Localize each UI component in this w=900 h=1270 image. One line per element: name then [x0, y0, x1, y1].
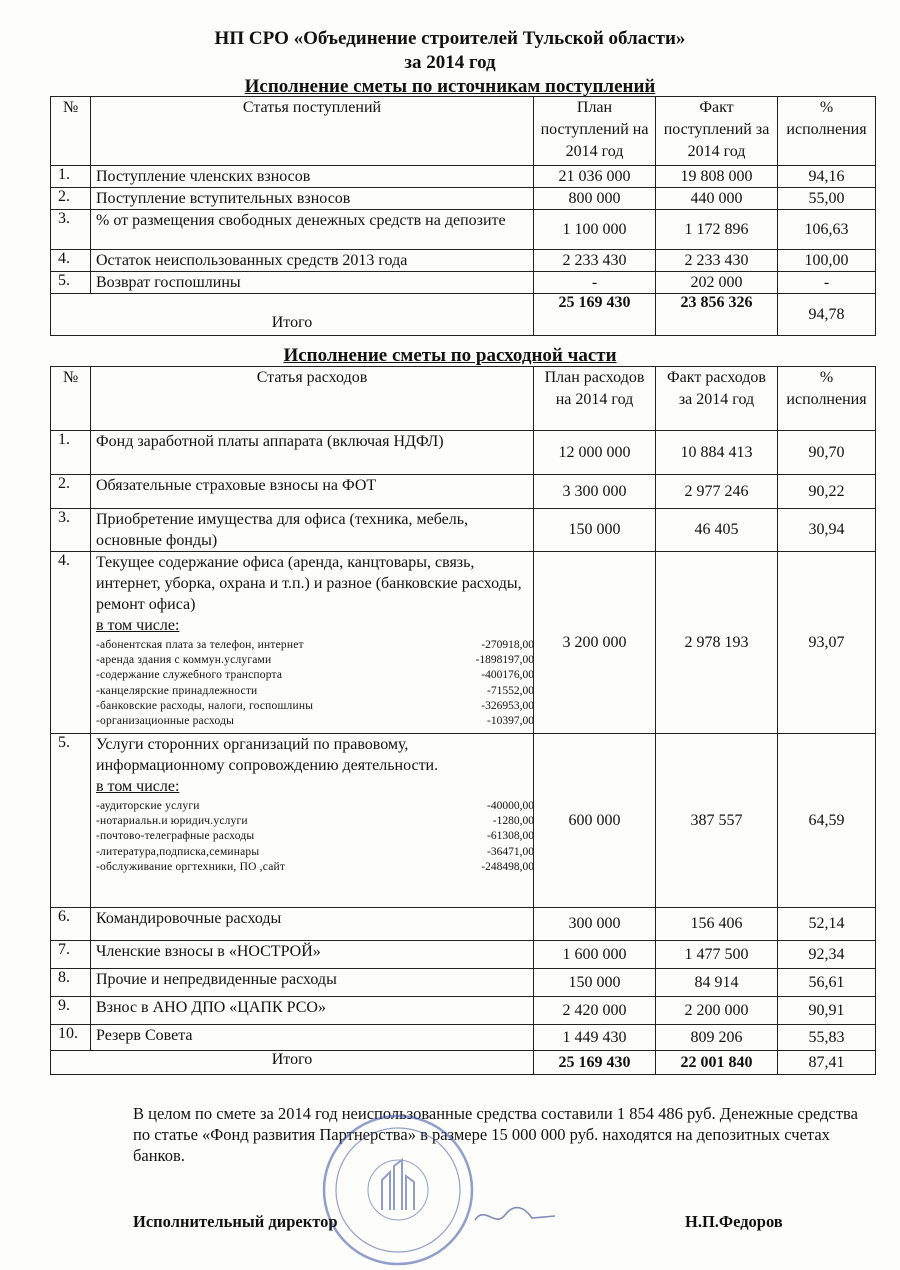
expense-row-plan: 300 000: [534, 908, 656, 941]
income-row-no: 2.: [51, 188, 91, 210]
income-row-name: Возврат госпошлины: [91, 272, 534, 294]
director-position: Исполнительный директор: [133, 1212, 338, 1231]
expense-row-name-cell: [91, 509, 534, 552]
footer-note: В целом по смете за 2014 год неиспользованные средства составили 1 854 486 руб. Денежные средства по статье «Фонд развития Партнерства» в размере 15 000 000 руб. находятся на депозитных счетах банков.: [133, 1104, 858, 1165]
breakdown-label: -нотариальн.и юридич.услуги: [96, 815, 248, 828]
income-row-pct: 100,00: [778, 250, 876, 272]
income-row-name: Поступление вступительных взносов: [91, 188, 534, 210]
breakdown-label: -аудиторские услуги: [96, 800, 200, 812]
breakdown-value: -1898197,00: [475, 654, 534, 667]
expense-row-no: 10.: [51, 1025, 91, 1051]
breakdown-item: [96, 699, 534, 714]
exp-col-plan-header: План расходов на 2014 год: [534, 367, 656, 431]
expense-row-name-cell: [91, 908, 534, 941]
expense-row-name-cell: [91, 552, 534, 734]
expense-row-name-cell: [91, 969, 534, 997]
col-fact-header: Факт поступлений за 2014 год: [656, 97, 778, 166]
col-plan-header: План поступлений на 2014 год: [534, 97, 656, 166]
income-row-fact: 202 000: [656, 272, 778, 294]
expense-row-fact: 46 405: [656, 509, 778, 552]
income-section-title: Исполнение сметы по источникам поступлений: [244, 76, 656, 97]
breakdown-value: -400176,00: [481, 669, 534, 682]
expense-row-name: Взнос в АНО ДПО «ЦАПК РСО»: [96, 999, 326, 1016]
expense-row-pct: 90,91: [778, 997, 876, 1025]
expense-row-name-cell: [91, 475, 534, 509]
income-row: [51, 210, 876, 250]
income-row-pct: 94,16: [778, 166, 876, 188]
stamp-seal: [318, 1110, 478, 1270]
income-row-plan: 1 100 000: [534, 210, 656, 250]
expense-row: [51, 734, 876, 908]
expense-total-row: [51, 1051, 876, 1075]
expense-row-fact: 809 206: [656, 1025, 778, 1051]
breakdown-value: -40000,00: [487, 800, 534, 812]
income-row-fact: 440 000: [656, 188, 778, 210]
expense-row-no: 3.: [51, 509, 91, 552]
income-row-plan: 21 036 000: [534, 166, 656, 188]
income-total-label: Итого: [51, 294, 534, 336]
breakdown-label: -литература,подписка,семинары: [96, 845, 260, 858]
expense-row-pct: 90,22: [778, 475, 876, 509]
income-row-pct: 106,63: [778, 210, 876, 250]
breakdown-value: -270918,00: [481, 639, 534, 651]
income-row-pct: -: [778, 272, 876, 294]
expense-row-name-cell: [91, 1025, 534, 1051]
expense-row-no: 5.: [51, 734, 91, 908]
income-row-pct: 55,00: [778, 188, 876, 210]
breakdown-value: -36471,00: [487, 845, 534, 858]
expense-body: [51, 431, 876, 1051]
expense-row-no: 4.: [51, 552, 91, 734]
expense-row-no: 9.: [51, 997, 91, 1025]
expense-row: [51, 941, 876, 969]
breakdown-item: [96, 799, 534, 814]
expense-section-title: Исполнение сметы по расходной части: [283, 345, 617, 366]
breakdown-label: -почтово-телеграфные расходы: [96, 830, 255, 843]
expense-row-pct: 30,94: [778, 509, 876, 552]
breakdown-value: -61308,00: [487, 830, 534, 843]
expense-row-name: Резерв Совета: [96, 1027, 193, 1044]
breakdown-item: [96, 668, 534, 683]
expense-total-fact: 22 001 840: [656, 1051, 778, 1075]
expense-row-name: Членские взносы в «НОСТРОЙ»: [96, 943, 321, 960]
expense-total-label: Итого: [51, 1051, 534, 1075]
income-row-fact: 1 172 896: [656, 210, 778, 250]
breakdown-item: [96, 829, 534, 844]
breakdown-item: [96, 684, 534, 699]
breakdown-label: -аренда здания с коммун.услугами: [96, 654, 272, 667]
expense-row-pct: 52,14: [778, 908, 876, 941]
expense-row-name: Услуги сторонних организаций по правовому, информационному сопровождению деятельности.: [96, 736, 439, 774]
expense-row-plan: 3 200 000: [534, 552, 656, 734]
breakdown-value: -248498,00: [481, 860, 534, 873]
income-body: [51, 166, 876, 294]
breakdown-label: -организационные расходы: [96, 715, 235, 728]
expense-row: [51, 475, 876, 509]
expense-row-fact: 387 557: [656, 734, 778, 908]
expense-row: [51, 997, 876, 1025]
income-header-row: [51, 97, 876, 166]
col-pct-header: % исполнения: [778, 97, 876, 166]
expense-row-name: Текущее содержание офиса (аренда, канцтовары, связь, интернет, уборка, охрана и т.п.) и разное (банковские расходы, ремонт офиса): [96, 554, 522, 613]
org-title: НП СРО «Объединение строителей Тульской области»: [214, 28, 686, 49]
exp-col-article-header: Статья расходов: [91, 367, 534, 431]
exp-col-pct-header: % исполнения: [778, 367, 876, 431]
expense-row-fact: 2 978 193: [656, 552, 778, 734]
expense-subtitle: в том числе:: [96, 778, 180, 795]
expense-row: [51, 509, 876, 552]
breakdown-value: -10397,00: [487, 715, 534, 728]
expense-row: [51, 552, 876, 734]
expense-total-plan: 25 169 430: [534, 1051, 656, 1075]
income-total-pct: 94,78: [778, 294, 876, 336]
breakdown-item: [96, 638, 534, 653]
expense-row-plan: 150 000: [534, 509, 656, 552]
expense-row: [51, 1025, 876, 1051]
income-row-no: 3.: [51, 210, 91, 250]
breakdown-label: -содержание служебного транспорта: [96, 669, 283, 682]
income-row-plan: 800 000: [534, 188, 656, 210]
expense-row-fact: 84 914: [656, 969, 778, 997]
expense-row-pct: 64,59: [778, 734, 876, 908]
expense-row-no: 6.: [51, 908, 91, 941]
breakdown-label: -обслуживание оргтехники, ПО ,сайт: [96, 860, 286, 873]
expense-row-name-cell: [91, 734, 534, 908]
expense-row-name: Фонд заработной платы аппарата (включая НДФЛ): [96, 433, 444, 450]
expense-breakdown-list: [96, 638, 534, 729]
expense-subtitle: в том числе:: [96, 617, 180, 634]
expense-row-name-cell: [91, 941, 534, 969]
expense-row-fact: 2 977 246: [656, 475, 778, 509]
expense-row-no: 1.: [51, 431, 91, 475]
income-row: [51, 166, 876, 188]
income-total-plan: 25 169 430: [534, 294, 656, 336]
income-row-name: Поступление членских взносов: [91, 166, 534, 188]
income-row-fact: 19 808 000: [656, 166, 778, 188]
income-table: [50, 96, 876, 336]
expense-row-plan: 3 300 000: [534, 475, 656, 509]
expense-breakdown-list: [96, 799, 534, 875]
expense-header-row: [51, 367, 876, 431]
breakdown-item: [96, 714, 534, 729]
breakdown-value: -1280,00: [492, 815, 534, 828]
breakdown-label: -канцелярские принадлежности: [96, 684, 258, 697]
expense-row-plan: 1 600 000: [534, 941, 656, 969]
expense-row: [51, 969, 876, 997]
expense-row-name: Приобретение имущества для офиса (техника, мебель, основные фонды): [96, 511, 469, 549]
breakdown-label: -абонентская плата за телефон, интернет: [96, 639, 304, 651]
expense-table: [50, 366, 876, 1075]
income-row-plan: -: [534, 272, 656, 294]
expense-row-name-cell: [91, 431, 534, 475]
income-row-no: 4.: [51, 250, 91, 272]
income-row: [51, 272, 876, 294]
income-row: [51, 188, 876, 210]
col-article-header: Статья поступлений: [91, 97, 534, 166]
expense-row-no: 7.: [51, 941, 91, 969]
expense-row: [51, 431, 876, 475]
expense-row-fact: 156 406: [656, 908, 778, 941]
exp-col-no-header: №: [51, 367, 91, 431]
breakdown-item: [96, 653, 534, 668]
income-row-name: Остаток неиспользованных средств 2013 года: [91, 250, 534, 272]
breakdown-item: [96, 860, 534, 875]
expense-row-plan: 12 000 000: [534, 431, 656, 475]
breakdown-item: [96, 845, 534, 860]
income-row-fact: 2 233 430: [656, 250, 778, 272]
director-name: Н.П.Федоров: [685, 1212, 783, 1231]
expense-row-name: Обязательные страховые взносы на ФОТ: [96, 477, 377, 494]
income-total-fact: 23 856 326: [656, 294, 778, 336]
expense-row-no: 8.: [51, 969, 91, 997]
breakdown-label: -банковские расходы, налоги, госпошлины: [96, 699, 314, 712]
expense-row: [51, 908, 876, 941]
expense-table-wrap: [50, 366, 875, 1075]
expense-row-name: Командировочные расходы: [96, 910, 282, 927]
income-table-wrap: [50, 96, 875, 336]
breakdown-item: [96, 814, 534, 829]
expense-row-plan: 2 420 000: [534, 997, 656, 1025]
income-row-plan: 2 233 430: [534, 250, 656, 272]
expense-row-pct: 92,34: [778, 941, 876, 969]
expense-row-plan: 150 000: [534, 969, 656, 997]
expense-row-fact: 2 200 000: [656, 997, 778, 1025]
exp-col-fact-header: Факт расходов за 2014 год: [656, 367, 778, 431]
income-row-name: % от размещения свободных денежных средств на депозите: [91, 210, 534, 250]
expense-row-pct: 90,70: [778, 431, 876, 475]
expense-row-pct: 55,83: [778, 1025, 876, 1051]
income-row: [51, 250, 876, 272]
expense-row-fact: 10 884 413: [656, 431, 778, 475]
income-row-no: 5.: [51, 272, 91, 294]
expense-row-no: 2.: [51, 475, 91, 509]
breakdown-value: -71552,00: [487, 684, 534, 697]
expense-total-pct: 87,41: [778, 1051, 876, 1075]
expense-row-plan: 1 449 430: [534, 1025, 656, 1051]
breakdown-value: -326953,00: [481, 699, 534, 712]
expense-row-fact: 1 477 500: [656, 941, 778, 969]
income-row-no: 1.: [51, 166, 91, 188]
expense-row-name: Прочие и непредвиденные расходы: [96, 971, 337, 988]
report-year: за 2014 год: [404, 52, 496, 73]
income-total-row: [51, 294, 876, 336]
expense-row-pct: 93,07: [778, 552, 876, 734]
signature-mark: [470, 1200, 560, 1230]
expense-row-name-cell: [91, 997, 534, 1025]
col-no-header: №: [51, 97, 91, 166]
expense-row-plan: 600 000: [534, 734, 656, 908]
expense-row-pct: 56,61: [778, 969, 876, 997]
